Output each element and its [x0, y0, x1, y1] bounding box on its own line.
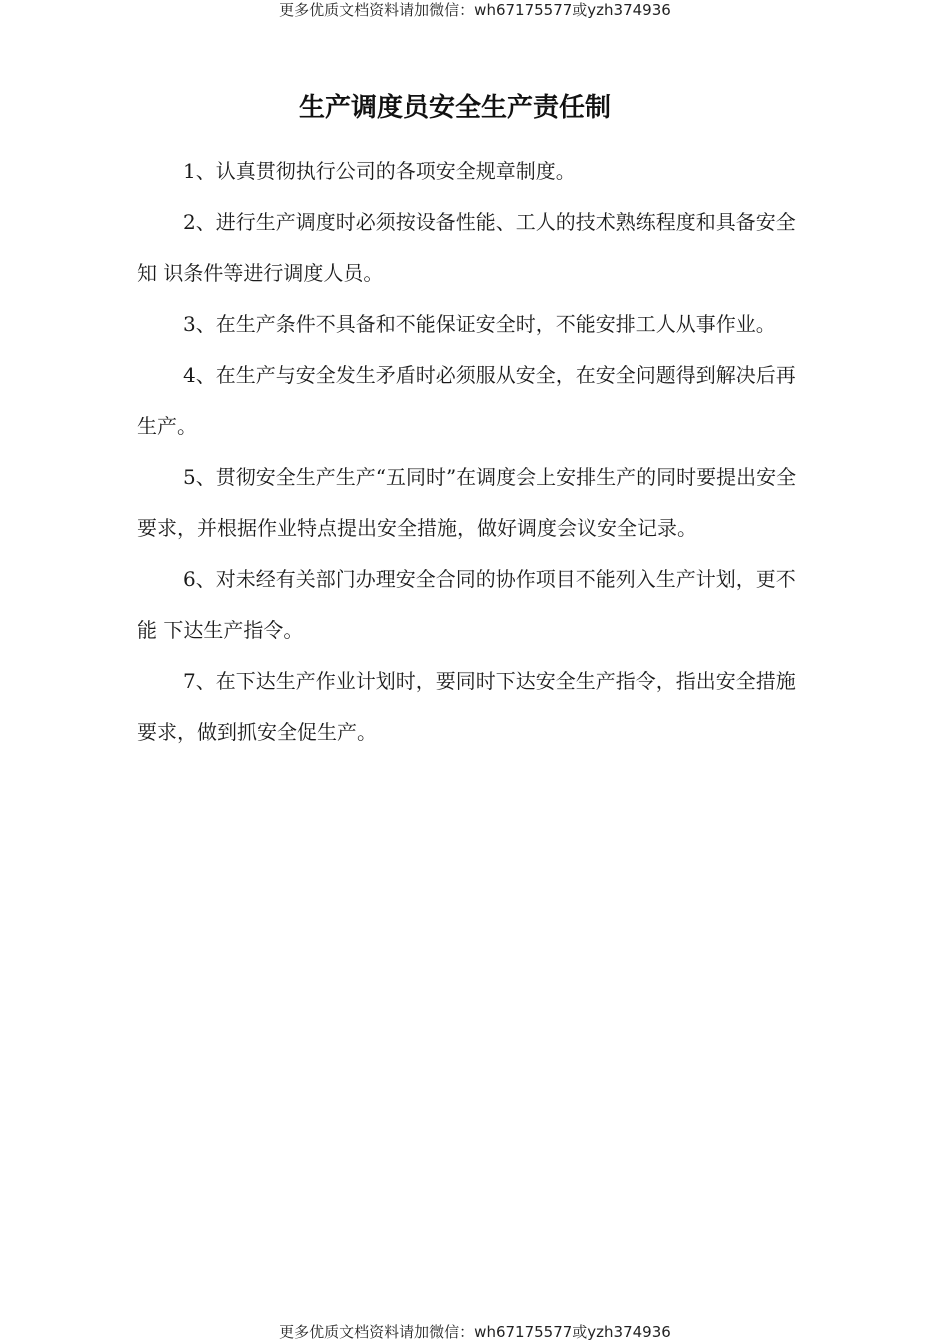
clause-6: 6、对未经有关部门办理安全合同的协作项目不能列入生产计划，更不能 下达生产指令。 — [137, 567, 796, 642]
page-header-notice: 更多优质文档资料请加微信：wh67175577或yzh374936 — [279, 1, 671, 19]
clause-3: 3、在生产条件不具备和不能保证安全时，不能安排工人从事作业。 — [183, 312, 776, 336]
page-footer-notice: 更多优质文档资料请加微信：wh67175577或yzh374936 — [279, 1323, 671, 1341]
clause-2: 2、进行生产调度时必须按设备性能、工人的技术熟练程度和具备安全知 识条件等进行调度人员。 — [137, 210, 796, 285]
document-body — [137, 146, 805, 758]
clause-7: 7、在下达生产作业计划时，要同时下达安全生产指令，指出安全措施要求，做到抓安全促生产。 — [137, 669, 796, 744]
document-title: 生产调度员安全生产责任制 — [298, 93, 611, 123]
clause-5: 5、贯彻安全生产生产“五同时”在调度会上安排生产的同时要提出安全 要求，并根据作业特点提出安全措施，做好调度会议安全记录。 — [137, 465, 797, 540]
clause-4: 4、在生产与安全发生矛盾时必须服从安全，在安全问题得到解决后再生产。 — [137, 363, 796, 438]
clause-1: 1、认真贯彻执行公司的各项安全规章制度。 — [183, 159, 576, 183]
